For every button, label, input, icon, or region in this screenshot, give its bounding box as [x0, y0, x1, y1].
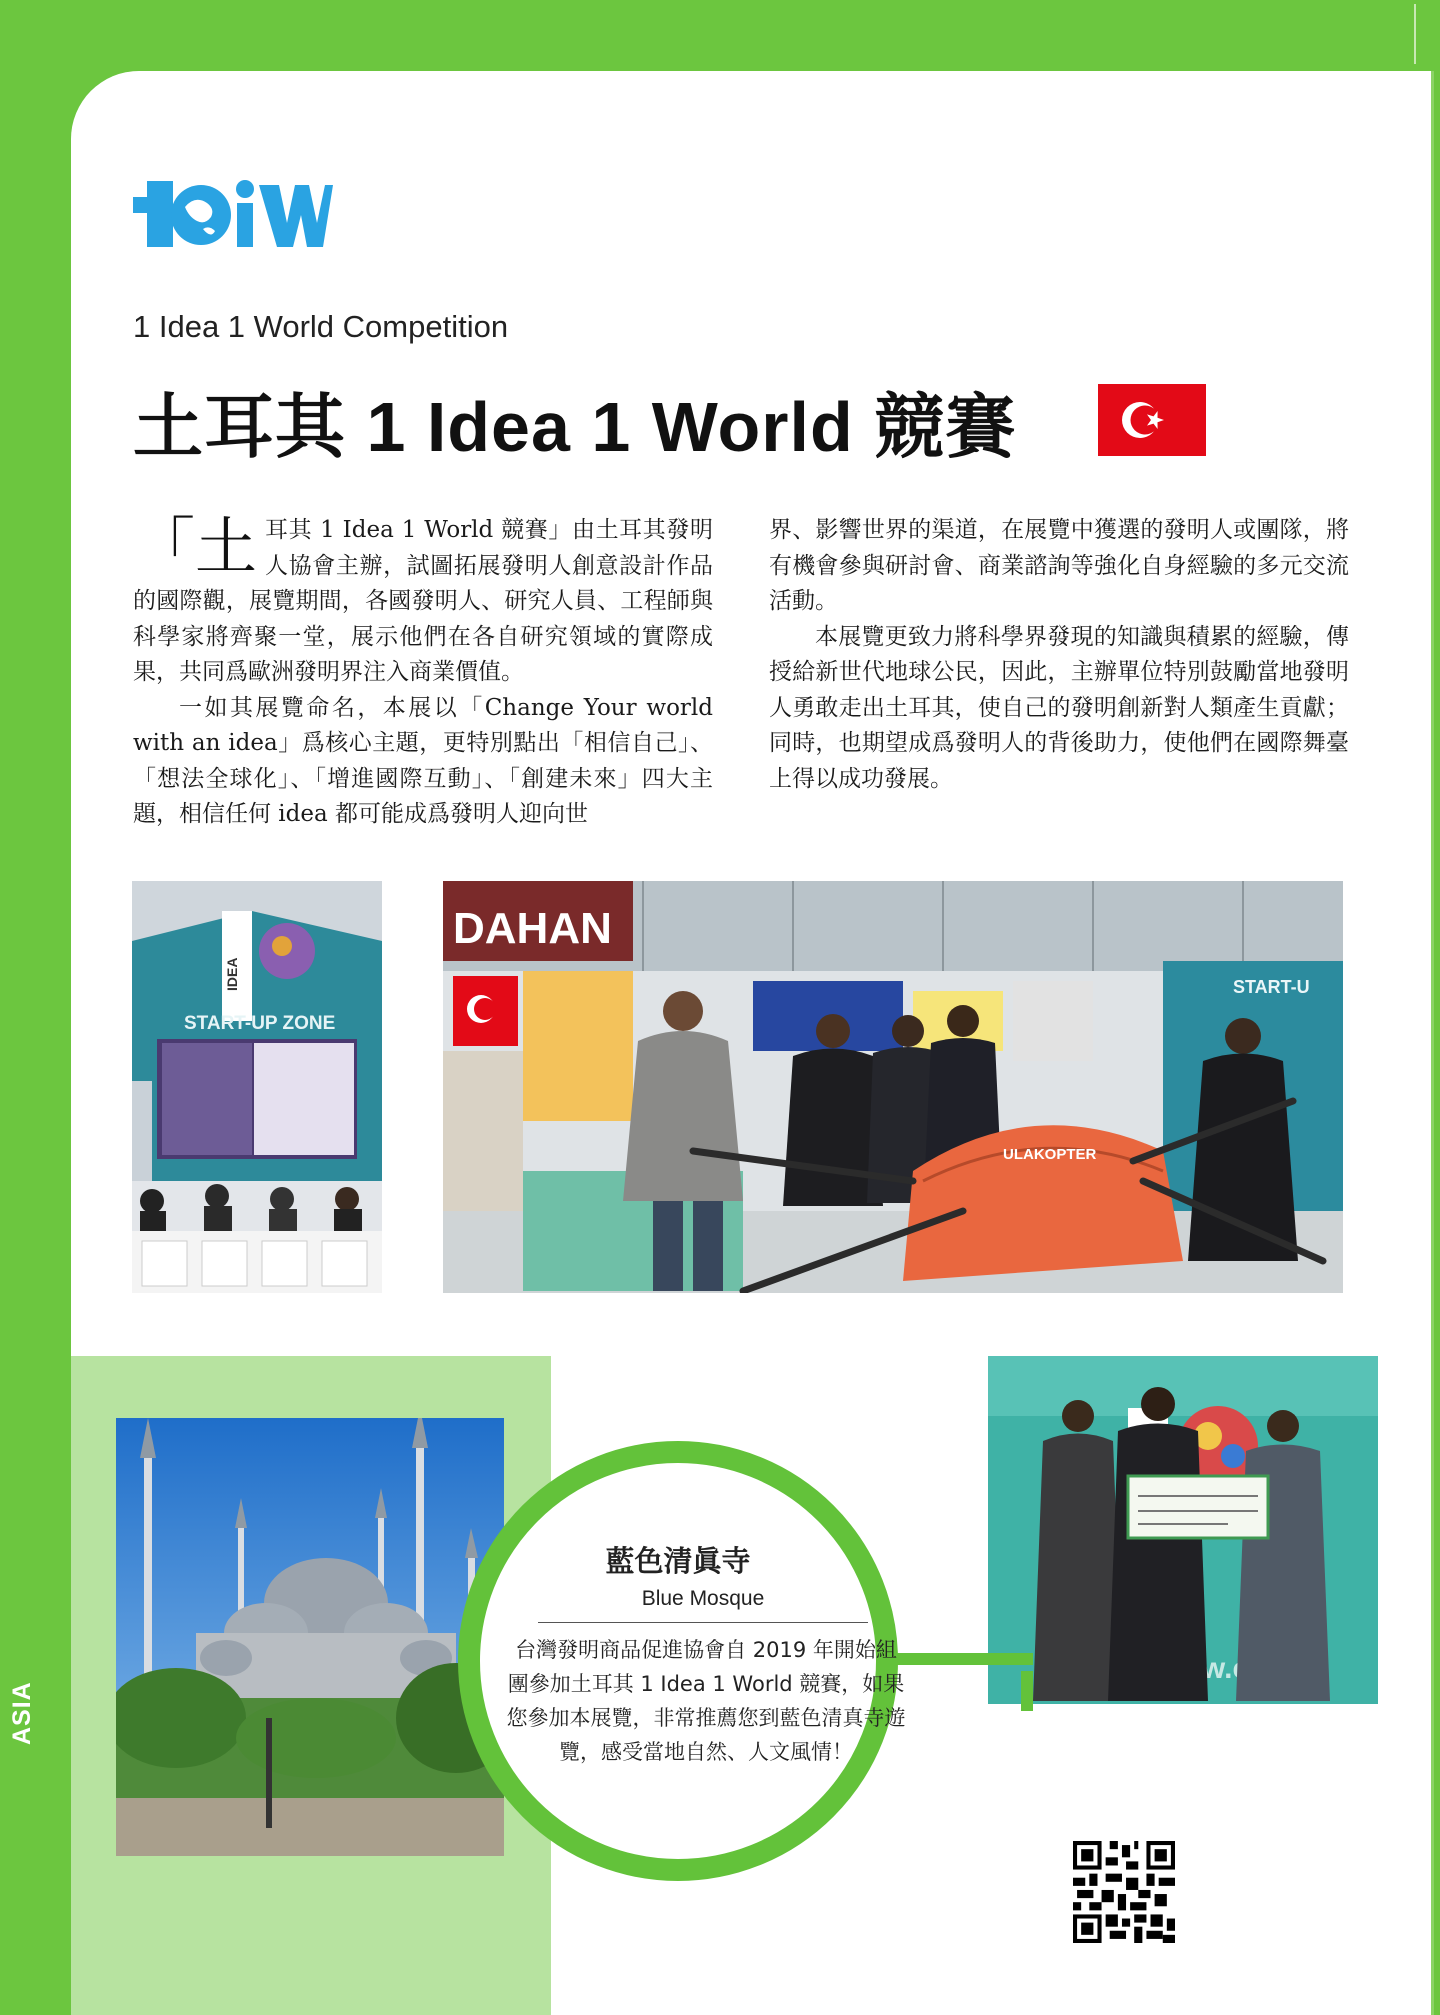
- right-edge-rule: [1431, 71, 1434, 2015]
- callout-connector-vertical: [1021, 1671, 1033, 1711]
- photo-award-ceremony: [988, 1356, 1378, 1704]
- qr-code-icon: [1073, 1841, 1175, 1943]
- article-column-left: [133, 510, 713, 833]
- svg-text:START-U: START-U: [1233, 977, 1310, 997]
- photo-blue-mosque: [116, 1418, 504, 1856]
- callout-divider: [538, 1622, 868, 1623]
- page-subtitle: 1 Idea 1 World Competition: [133, 309, 509, 344]
- photo-expo-hall: [443, 881, 1343, 1293]
- page-sheet: [71, 71, 1434, 2015]
- booth-idea-label: IDEA: [224, 957, 240, 991]
- callout-title: 藍色清眞寺: [605, 1544, 751, 1578]
- top-edge-mark: [1414, 4, 1416, 64]
- side-tab-asia: ASIA: [8, 1681, 36, 1745]
- callout-subtitle: Blue Mosque: [641, 1587, 765, 1610]
- photo-startup-zone: [132, 881, 382, 1293]
- article-dropcap: 「土: [133, 510, 258, 583]
- page-title: 土耳其 1 Idea 1 World 競賽: [133, 388, 1017, 466]
- article-paragraph: 一如其展覽命名，本展以「Change Your world with an idea」爲核心主題，更特別點出「相信自己」、「想法全球化」、「增進國際互動」、「創建未來」四大主題，相信任何 idea 都可能成爲發明人迎向世: [133, 694, 713, 827]
- article-paragraph: 界、影響世界的渠道，在展覽中獲選的發明人或團隊，將有機會參與研討會、商業諮詢等強化自身經驗的多元交流活動。: [769, 517, 1349, 614]
- drone-label: ULAKOPTER: [1003, 1146, 1097, 1163]
- article-column-right: [769, 513, 1349, 797]
- callout-body: 台灣發明商品促進協會自 2019 年開始組團參加土耳其 1 Idea 1 World 競賽，如果您參加本展覽，非常推薦您到藍色清真寺遊覽，感受當地自然、人文風情！: [506, 1638, 906, 1764]
- article-paragraph: 耳其 1 Idea 1 World 競賽」由土耳其發明人協會主辦，試圖拓展發明人創意設計作品的國際觀，展覽期間，各國發明人、研究人員、工程師與科學家將齊聚一堂，展示他們在各自研究領域的實際成果，共同爲歐洲發明界注入商業價值。: [133, 517, 713, 685]
- startup-zone-sign: START-UP ZONE: [184, 1013, 336, 1034]
- dahan-booth-sign: DAHAN: [453, 904, 612, 953]
- turkey-flag-icon: [1098, 384, 1206, 456]
- 1i1w-logo: [133, 177, 333, 251]
- article-paragraph: 本展覽更致力將科學界發現的知識與積累的經驗，傳授給新世代地球公民，因此，主辦單位特別鼓勵當地發明人勇敢走出土耳其，使自己的發明創新對人類產生貢獻；同時，也期望成爲發明人的背後助力，使他們在國際舞臺上得以成功發展。: [769, 623, 1349, 792]
